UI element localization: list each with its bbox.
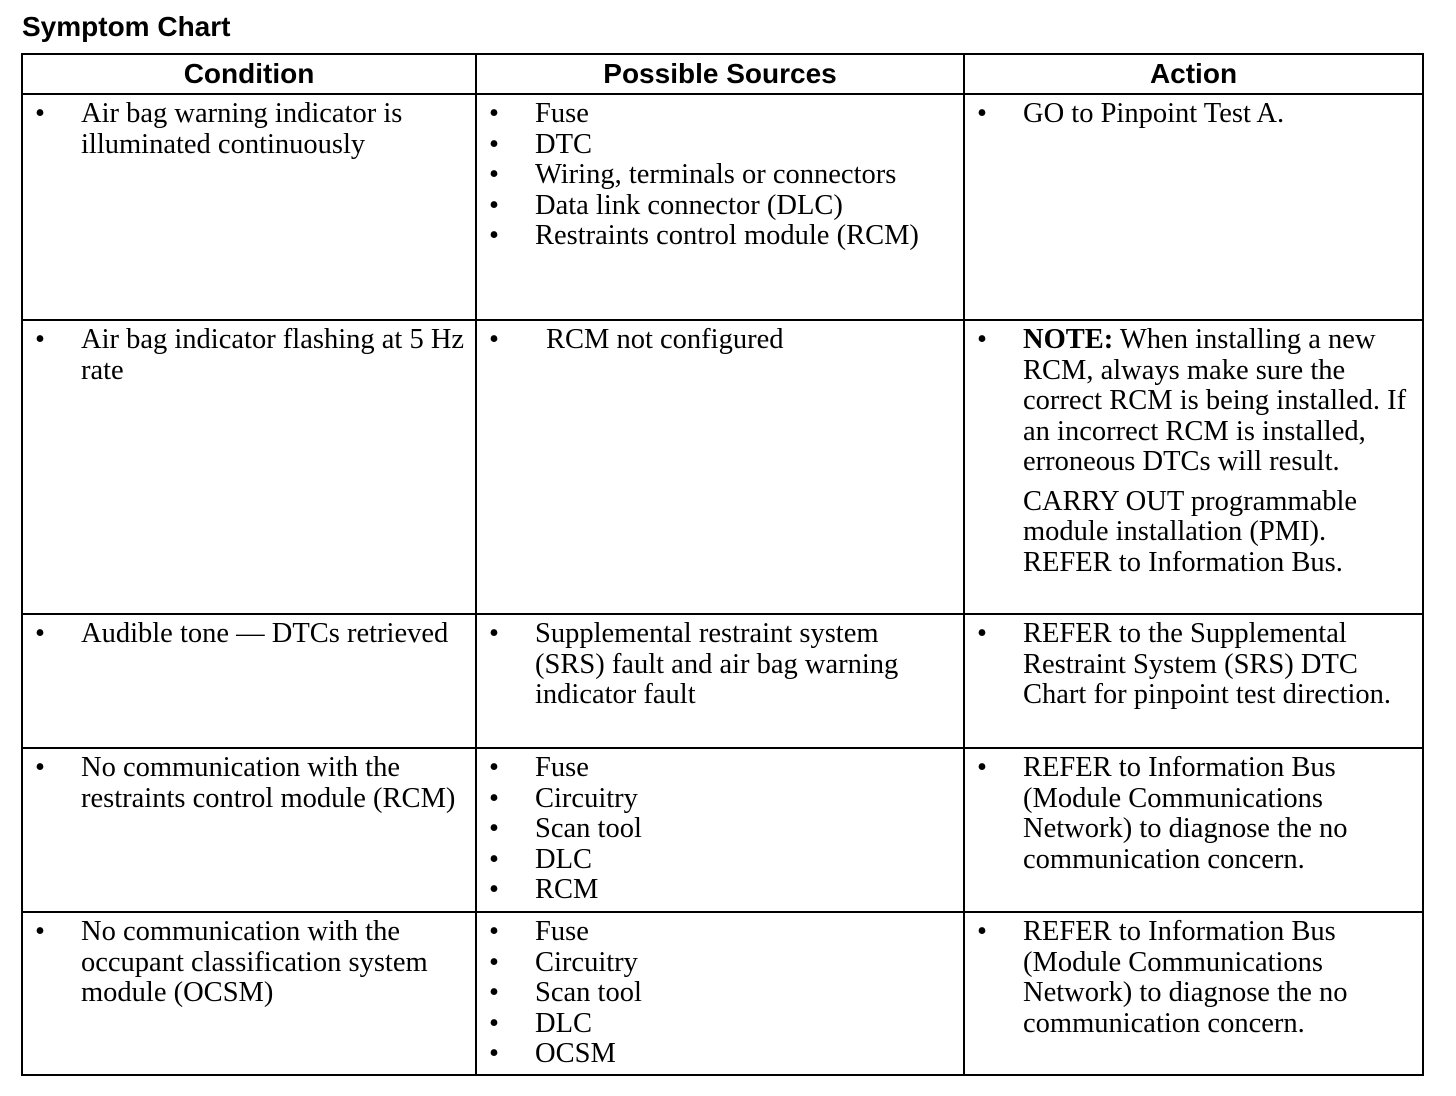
bullet-icon: • [489,128,499,160]
bullet-icon: • [35,916,45,947]
bullet-icon: • [489,813,499,844]
table-row [22,614,1423,748]
bullet-icon: • [35,618,45,649]
bullet-icon: • [977,752,987,783]
source-item: Data link connector (DLC) [535,189,843,221]
action-header: Action [964,54,1423,94]
table-row [22,748,1423,912]
action-text: REFER to the Supplemental Restraint System (SRS) DTC Chart for pinpoint test direction. [1023,618,1392,710]
source-item: Fuse [535,752,589,783]
source-item: Supplemental restraint system (SRS) fault and air bag warning indicator fault [535,618,899,710]
table-row [22,94,1423,320]
bullet-icon: • [489,189,499,221]
bullet-icon: • [489,843,499,875]
condition-cell [22,912,476,1075]
bullet-icon: • [489,874,499,905]
bullet-icon: • [35,752,45,783]
condition-cell [22,614,476,748]
bullet-icon: • [977,324,987,355]
source-item: RCM not configured [546,324,784,355]
condition-text: Air bag warning indicator is illuminated continuously [81,98,403,160]
source-item: Wiring, terminals or connectors [535,159,897,190]
condition-header: Condition [22,54,476,94]
source-item: Scan tool [535,813,642,844]
action-followup: CARRY OUT programmable module installation (PMI). REFER to Information Bus. [1023,485,1358,578]
source-item: Fuse [535,916,589,947]
bullet-icon: • [489,98,499,129]
condition-text: No communication with the occupant classification system module (OCSM) [81,916,428,1008]
bullet-icon: • [489,1038,499,1069]
sources-cell [476,320,964,614]
bullet-icon: • [489,752,499,783]
sources-cell [476,94,964,320]
action-note [1023,325,1414,478]
header-row [22,54,1423,94]
page-title: Symptom Chart [22,11,231,42]
source-item: RCM [535,874,599,905]
action-text: GO to Pinpoint Test A. [1023,98,1285,129]
sources-cell [476,748,964,912]
action-cell [964,912,1423,1075]
bullet-icon: • [977,98,987,129]
bullet-icon: • [977,916,987,947]
bullet-icon: • [35,324,45,355]
condition-text: No communication with the restraints control module (RCM) [81,752,456,814]
bullet-icon: • [489,618,499,649]
bullet-icon: • [489,1007,499,1039]
possible-sources-header: Possible Sources [476,54,964,94]
action-text: REFER to Information Bus (Module Communications Network) to diagnose the no communication concern. [1023,916,1348,1039]
action-cell [964,614,1423,748]
action-cell [964,320,1423,614]
source-item: Fuse [535,98,589,129]
condition-text: Audible tone — DTCs retrieved [81,618,449,649]
sources-cell [476,912,964,1075]
bullet-icon: • [489,324,499,355]
source-item: DTC [535,128,592,160]
note-text: When installing a new RCM, always make sure the correct RCM is being installed. If an incorrect RCM is installed, erroneous DTCs will result. [1023,324,1407,477]
table-row [22,320,1423,614]
sources-cell [476,614,964,748]
condition-text: Air bag indicator flashing at 5 Hz rate [81,324,465,386]
bullet-icon: • [977,618,987,649]
action-cell [964,748,1423,912]
source-item: DLC [535,1007,592,1039]
note-label: NOTE: [1023,324,1114,355]
bullet-icon: • [35,98,45,129]
source-item: Circuitry [535,946,638,978]
bullet-icon: • [489,946,499,978]
condition-cell [22,94,476,320]
bullet-icon: • [489,159,499,190]
bullet-icon: • [489,220,499,251]
source-item: Scan tool [535,977,642,1008]
condition-cell [22,320,476,614]
table-row [22,912,1423,1075]
symptom-chart-table [21,53,1424,1076]
bullet-icon: • [489,977,499,1008]
action-text: REFER to Information Bus (Module Communications Network) to diagnose the no communication concern. [1023,752,1348,875]
source-item: OCSM [535,1038,616,1069]
condition-cell [22,748,476,912]
source-item: Restraints control module (RCM) [535,220,919,251]
source-item: DLC [535,843,592,875]
bullet-icon: • [489,782,499,814]
source-item: Circuitry [535,782,638,814]
action-cell [964,94,1423,320]
bullet-icon: • [489,916,499,947]
